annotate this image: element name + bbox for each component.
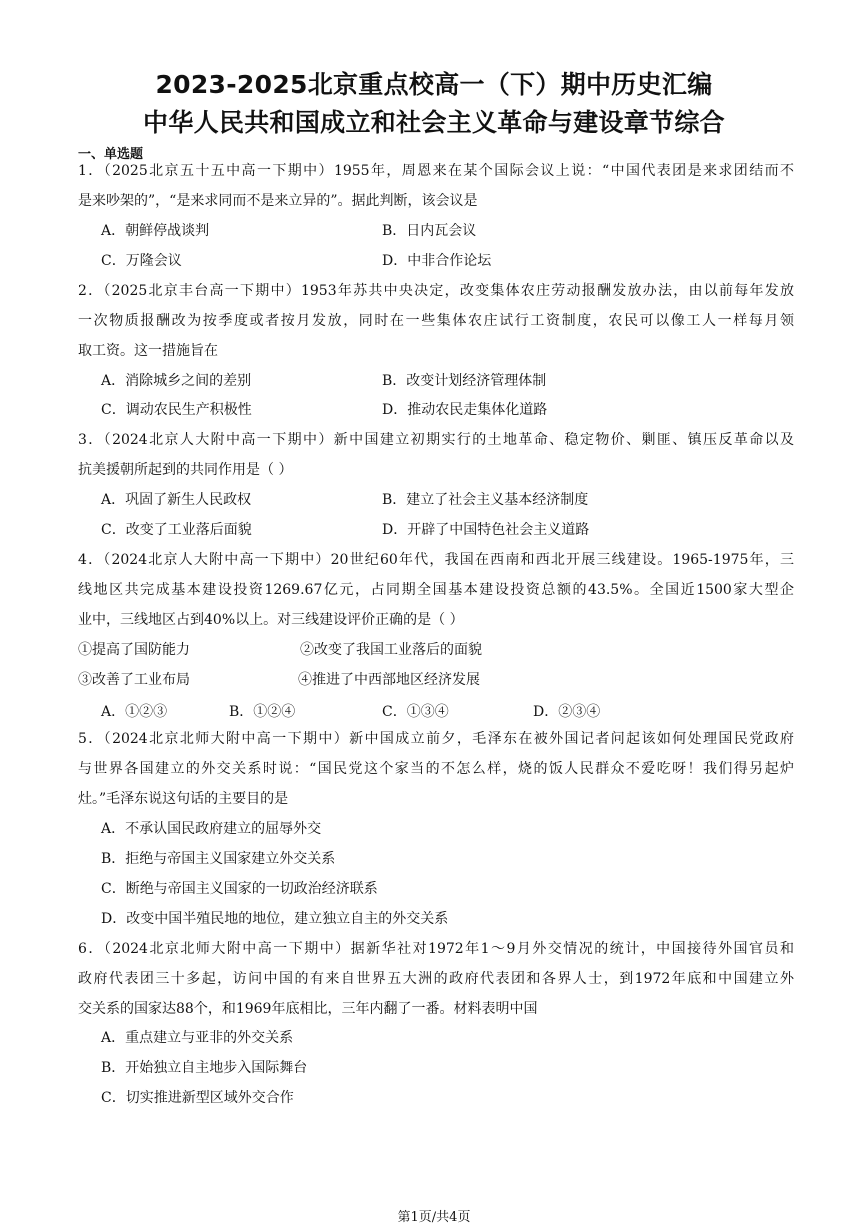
question-1-option-d: D．中非合作论坛	[382, 253, 492, 269]
question-4-option-a: A．①②③	[101, 704, 168, 720]
question-2-line-1: 2．（2025北京丰台高一下期中）1953年苏共中央决定，改变集体农庄劳动报酬发放办法，由以前每年发放	[78, 283, 794, 299]
question-2-option-d: D．推动农民走集体化道路	[382, 402, 548, 418]
question-1-option-c: C．万隆会议	[101, 253, 182, 269]
question-2-line-2: 一次物质报酬改为按季度或者按月发放，同时在一些集体农庄试行工资制度，农民可以像工人一样每月领	[78, 313, 794, 329]
question-3-option-a: A．巩固了新生人民政权	[101, 492, 252, 508]
title-line-2: 中华人民共和国成立和社会主义革命与建设章节综合	[143, 108, 725, 137]
question-5-option-c: C．断绝与帝国主义国家的一切政治经济联系	[101, 881, 378, 897]
title-line-1: 2023-2025北京重点校高一（下）期中历史汇编	[155, 70, 713, 99]
page-number-footer: 第1页/共4页	[397, 1210, 471, 1225]
question-4-statement-2: ②改变了我国工业落后的面貌	[300, 642, 482, 658]
section-heading: 一、单选题	[78, 147, 144, 162]
question-1-option-b: B．日内瓦会议	[382, 223, 477, 239]
question-2-option-a: A．消除城乡之间的差别	[101, 373, 252, 389]
question-5-option-a: A．不承认国民政府建立的屈辱外交	[101, 821, 322, 837]
question-6-option-a: A．重点建立与亚非的外交关系	[101, 1030, 294, 1046]
question-2-line-3: 取工资。这一措施旨在	[78, 343, 218, 359]
question-5-option-d: D．改变中国半殖民地的地位，建立独立自主的外交关系	[101, 911, 449, 927]
question-3-option-b: B．建立了社会主义基本经济制度	[382, 492, 589, 508]
question-6-option-c: C．切实推进新型区域外交合作	[101, 1090, 294, 1106]
question-4-statement-3: ③改善了工业布局	[78, 672, 190, 688]
question-4-statement-4: ④推进了中西部地区经济发展	[298, 672, 480, 688]
question-4-line-3: 业中，三线地区占到40%以上。对三线建设评价正确的是（ ）	[78, 612, 464, 628]
question-6-line-1: 6．（2024北京北师大附中高一下期中）据新华社对1972年1～9月外交情况的统计，中国接待外国官员和	[78, 941, 794, 957]
question-1-line-2: 是来吵架的”，“是来求同而不是来立异的”。据此判断，该会议是	[78, 193, 478, 209]
question-2-option-b: B．改变计划经济管理体制	[382, 373, 547, 389]
question-1-line-1: 1．（2025北京五十五中高一下期中）1955年，周恩来在某个国际会议上说：“中国代表团是来求团结而不	[78, 163, 794, 179]
question-6-option-b: B．开始独立自主地步入国际舞台	[101, 1060, 308, 1076]
question-5-line-3: 灶。”毛泽东说这句话的主要目的是	[78, 791, 289, 807]
question-3-option-d: D．开辟了中国特色社会主义道路	[382, 522, 590, 538]
question-4-statement-1: ①提高了国防能力	[78, 642, 190, 658]
question-6-line-3: 交关系的国家达88个，和1969年底相比，三年内翻了一番。材料表明中国	[78, 1001, 538, 1017]
question-4-line-2: 线地区共完成基本建设投资1269.67亿元，占同期全国基本建设投资总额的43.5%。全国近1500家大型企	[78, 582, 794, 598]
question-3-option-c: C．改变了工业落后面貌	[101, 522, 252, 538]
question-2-option-c: C．调动农民生产积极性	[101, 402, 252, 418]
question-1-option-a: A．朝鲜停战谈判	[101, 223, 210, 239]
question-4-option-c: C．①③④	[382, 704, 449, 720]
question-3-line-1: 3．（2024北京人大附中高一下期中）新中国建立初期实行的土地革命、稳定物价、剿匪、镇压反革命以及	[78, 432, 794, 448]
question-4-option-d: D．②③④	[533, 704, 601, 720]
question-6-line-2: 政府代表团三十多起，访问中国的有来自世界五大洲的政府代表团和各界人士，到1972年底和中国建立外	[78, 971, 794, 987]
question-4-option-b: B．①②④	[229, 704, 296, 720]
question-3-line-2: 抗美援朝所起到的共同作用是（ ）	[78, 462, 293, 478]
question-5-line-2: 与世界各国建立的外交关系时说：“国民党这个家当的不怎么样，烧的饭人民群众不爱吃呀！我们得另起炉	[78, 761, 794, 777]
question-4-line-1: 4．（2024北京人大附中高一下期中）20世纪60年代，我国在西南和西北开展三线建设。1965-1975年，三	[78, 552, 794, 568]
question-5-line-1: 5．（2024北京北师大附中高一下期中）新中国成立前夕，毛泽东在被外国记者问起该如何处理国民党政府	[78, 731, 794, 747]
question-5-option-b: B．拒绝与帝国主义国家建立外交关系	[101, 851, 336, 867]
